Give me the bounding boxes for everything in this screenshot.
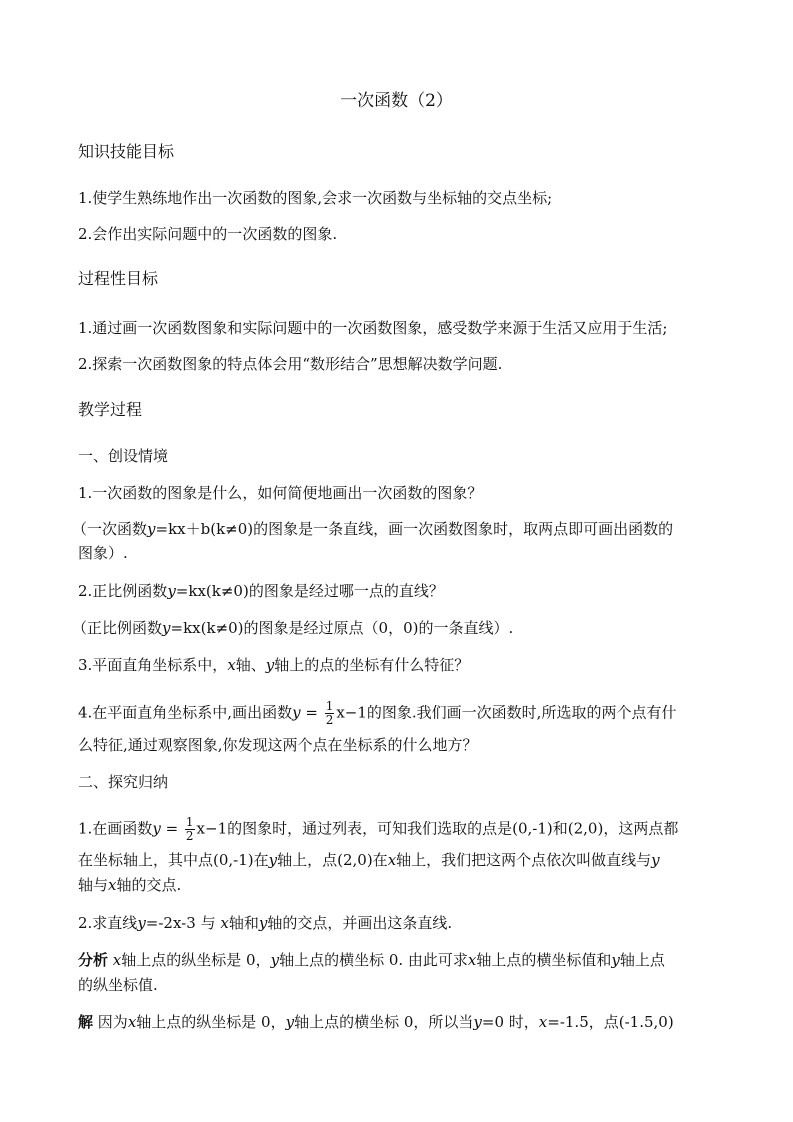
heading-part-1: 一、创设情境 — [78, 447, 169, 465]
numerator: 1 — [185, 815, 194, 829]
text: 轴上，我们把这两个点依次叫做直线与 — [396, 851, 652, 869]
text: 轴上点 — [619, 951, 665, 969]
knowledge-item-2: 2.会作出实际问题中的一次函数的图象. — [78, 225, 338, 243]
answer-2 — [72, 617, 513, 639]
question-3 — [78, 654, 469, 676]
text: 因为 — [97, 1013, 128, 1031]
var-y: y — [162, 619, 171, 637]
question-1: 1.一次函数的图象是什么，如何简便地画出一次函数的图象？ — [78, 484, 483, 502]
text: 的图象是经过哪一点的直线？ — [248, 582, 444, 600]
text: 轴与 — [78, 876, 109, 894]
text: 轴上点的横坐标值和 — [476, 951, 612, 969]
analysis-line-2: 的纵坐标值. — [78, 976, 158, 994]
var-y: y — [270, 951, 280, 969]
question-2 — [78, 580, 444, 602]
text: 2.正比例函数 — [78, 582, 168, 600]
var-y: y — [292, 703, 301, 722]
heading-knowledge-goals: 知识技能目标 — [78, 142, 175, 161]
equation: x−1 — [336, 703, 367, 722]
page-title: 一次函数（2） — [340, 91, 453, 111]
analysis-line-1 — [78, 949, 665, 971]
var-x: x — [127, 1013, 137, 1031]
var-x: x — [538, 1013, 548, 1031]
equation: =kx(k≠0) — [175, 582, 249, 600]
text: 轴上，点(2,0)在 — [277, 851, 388, 869]
question-4-line-2: 么特征,通过观察图象,你发现这两个点在坐标系的什么地方？ — [78, 736, 478, 754]
var-y: y — [611, 951, 620, 969]
var-y: y — [473, 1013, 482, 1031]
var-y: y — [147, 520, 156, 538]
answer-1-line-2: 图象）. — [78, 544, 128, 562]
var-y: y — [167, 582, 176, 600]
var-y: y — [265, 656, 275, 674]
var-x: x — [220, 914, 229, 932]
var-y: y — [268, 851, 278, 869]
text: 3.平面直角坐标系中， — [78, 656, 228, 674]
text: 轴上点的横坐标 0，所以当 — [294, 1013, 474, 1031]
heading-part-2: 二、探究归纳 — [78, 773, 169, 791]
text: （正比例函数 — [72, 619, 163, 637]
process-item-1: 1.通过画一次函数图象和实际问题中的一次函数图象，感受数学来源于生活又应用于生活; — [78, 319, 668, 337]
var-y: y — [258, 914, 268, 932]
text: =0 时， — [481, 1013, 539, 1031]
var-y: y — [152, 819, 161, 838]
text: 与 — [200, 914, 216, 932]
text: 4.在平面直角坐标系中,画出函数 — [78, 703, 293, 722]
text: 轴和 — [228, 914, 259, 932]
denominator: 2 — [185, 829, 194, 843]
text: 的图象.我们画一次函数时,所选取的两个点有什 — [366, 703, 677, 722]
question-4-line-1: 4.在平面直角坐标系中,画出函数y = $\frac{1}{2}$ x−1的图象.我们画一次函数时,所选取的两个点有什 — [78, 699, 677, 727]
equation: =-2x-3 — [145, 914, 196, 932]
text: 的图象时，通过列表，可知我们选取的点是(0,-1)和(2,0)，这两点都 — [227, 819, 679, 838]
text: 轴上的点的坐标有什么特征？ — [274, 656, 470, 674]
equation: x−1 — [196, 819, 228, 838]
text: 1.在画函数 — [78, 819, 153, 838]
equation: =kx＋b(k≠0) — [155, 520, 254, 538]
denominator: 2 — [325, 713, 334, 727]
var-x: x — [227, 656, 236, 674]
text: 轴的交点. — [116, 876, 182, 894]
answer-1-line-1 — [72, 518, 673, 540]
text: 轴上点的横坐标 0. 由此可求 — [279, 951, 468, 969]
explore-1-line-1: 1.在画函数y = $\frac{1}{2}$ x−1的图象时，通过列表，可知我们选取的点是(0,-1)和(2,0)，这两点都 — [78, 815, 679, 843]
fraction-half — [185, 816, 195, 843]
explore-1-line-3 — [78, 874, 181, 896]
solution-line-1 — [78, 1011, 674, 1033]
text: 轴上点的纵坐标是 0， — [136, 1013, 286, 1031]
text: 轴的交点，并画出这条直线. — [267, 914, 453, 932]
fraction-half — [325, 700, 335, 727]
numerator: 1 — [325, 699, 334, 713]
analysis-label: 分析 — [78, 951, 109, 969]
text: 的图象是经过原点（0，0)的一条直线）. — [243, 619, 514, 637]
var-x: x — [467, 951, 477, 969]
text: 在坐标轴上，其中点(0,-1)在 — [78, 851, 269, 869]
var-x: x — [112, 951, 122, 969]
var-y: y — [137, 914, 146, 932]
text: 的图象是一条直线，画一次函数图象时，取两点即可画出函数的 — [253, 520, 674, 538]
process-item-2: 2.探索一次函数图象的特点体会用“数形结合”思想解决数学问题. — [78, 355, 503, 373]
var-y: y — [285, 1013, 295, 1031]
var-y: y — [651, 851, 660, 869]
equation: =kx(k≠0) — [170, 619, 244, 637]
text: =-1.5，点(-1.5,0) — [547, 1013, 674, 1031]
var-x: x — [108, 876, 117, 894]
text: 轴上点的纵坐标是 0， — [121, 951, 271, 969]
heading-teaching-process: 教学过程 — [78, 400, 143, 419]
text: 2.求直线 — [78, 914, 138, 932]
knowledge-item-1: 1.使学生熟练地作出一次函数的图象,会求一次函数与坐标轴的交点坐标; — [78, 189, 553, 207]
solution-label: 解 — [78, 1013, 94, 1031]
explore-1-line-2 — [78, 849, 660, 871]
var-x: x — [387, 851, 397, 869]
explore-2 — [78, 912, 452, 934]
heading-process-goals: 过程性目标 — [78, 269, 159, 288]
text: 轴、 — [235, 656, 266, 674]
text: （一次函数 — [72, 520, 148, 538]
